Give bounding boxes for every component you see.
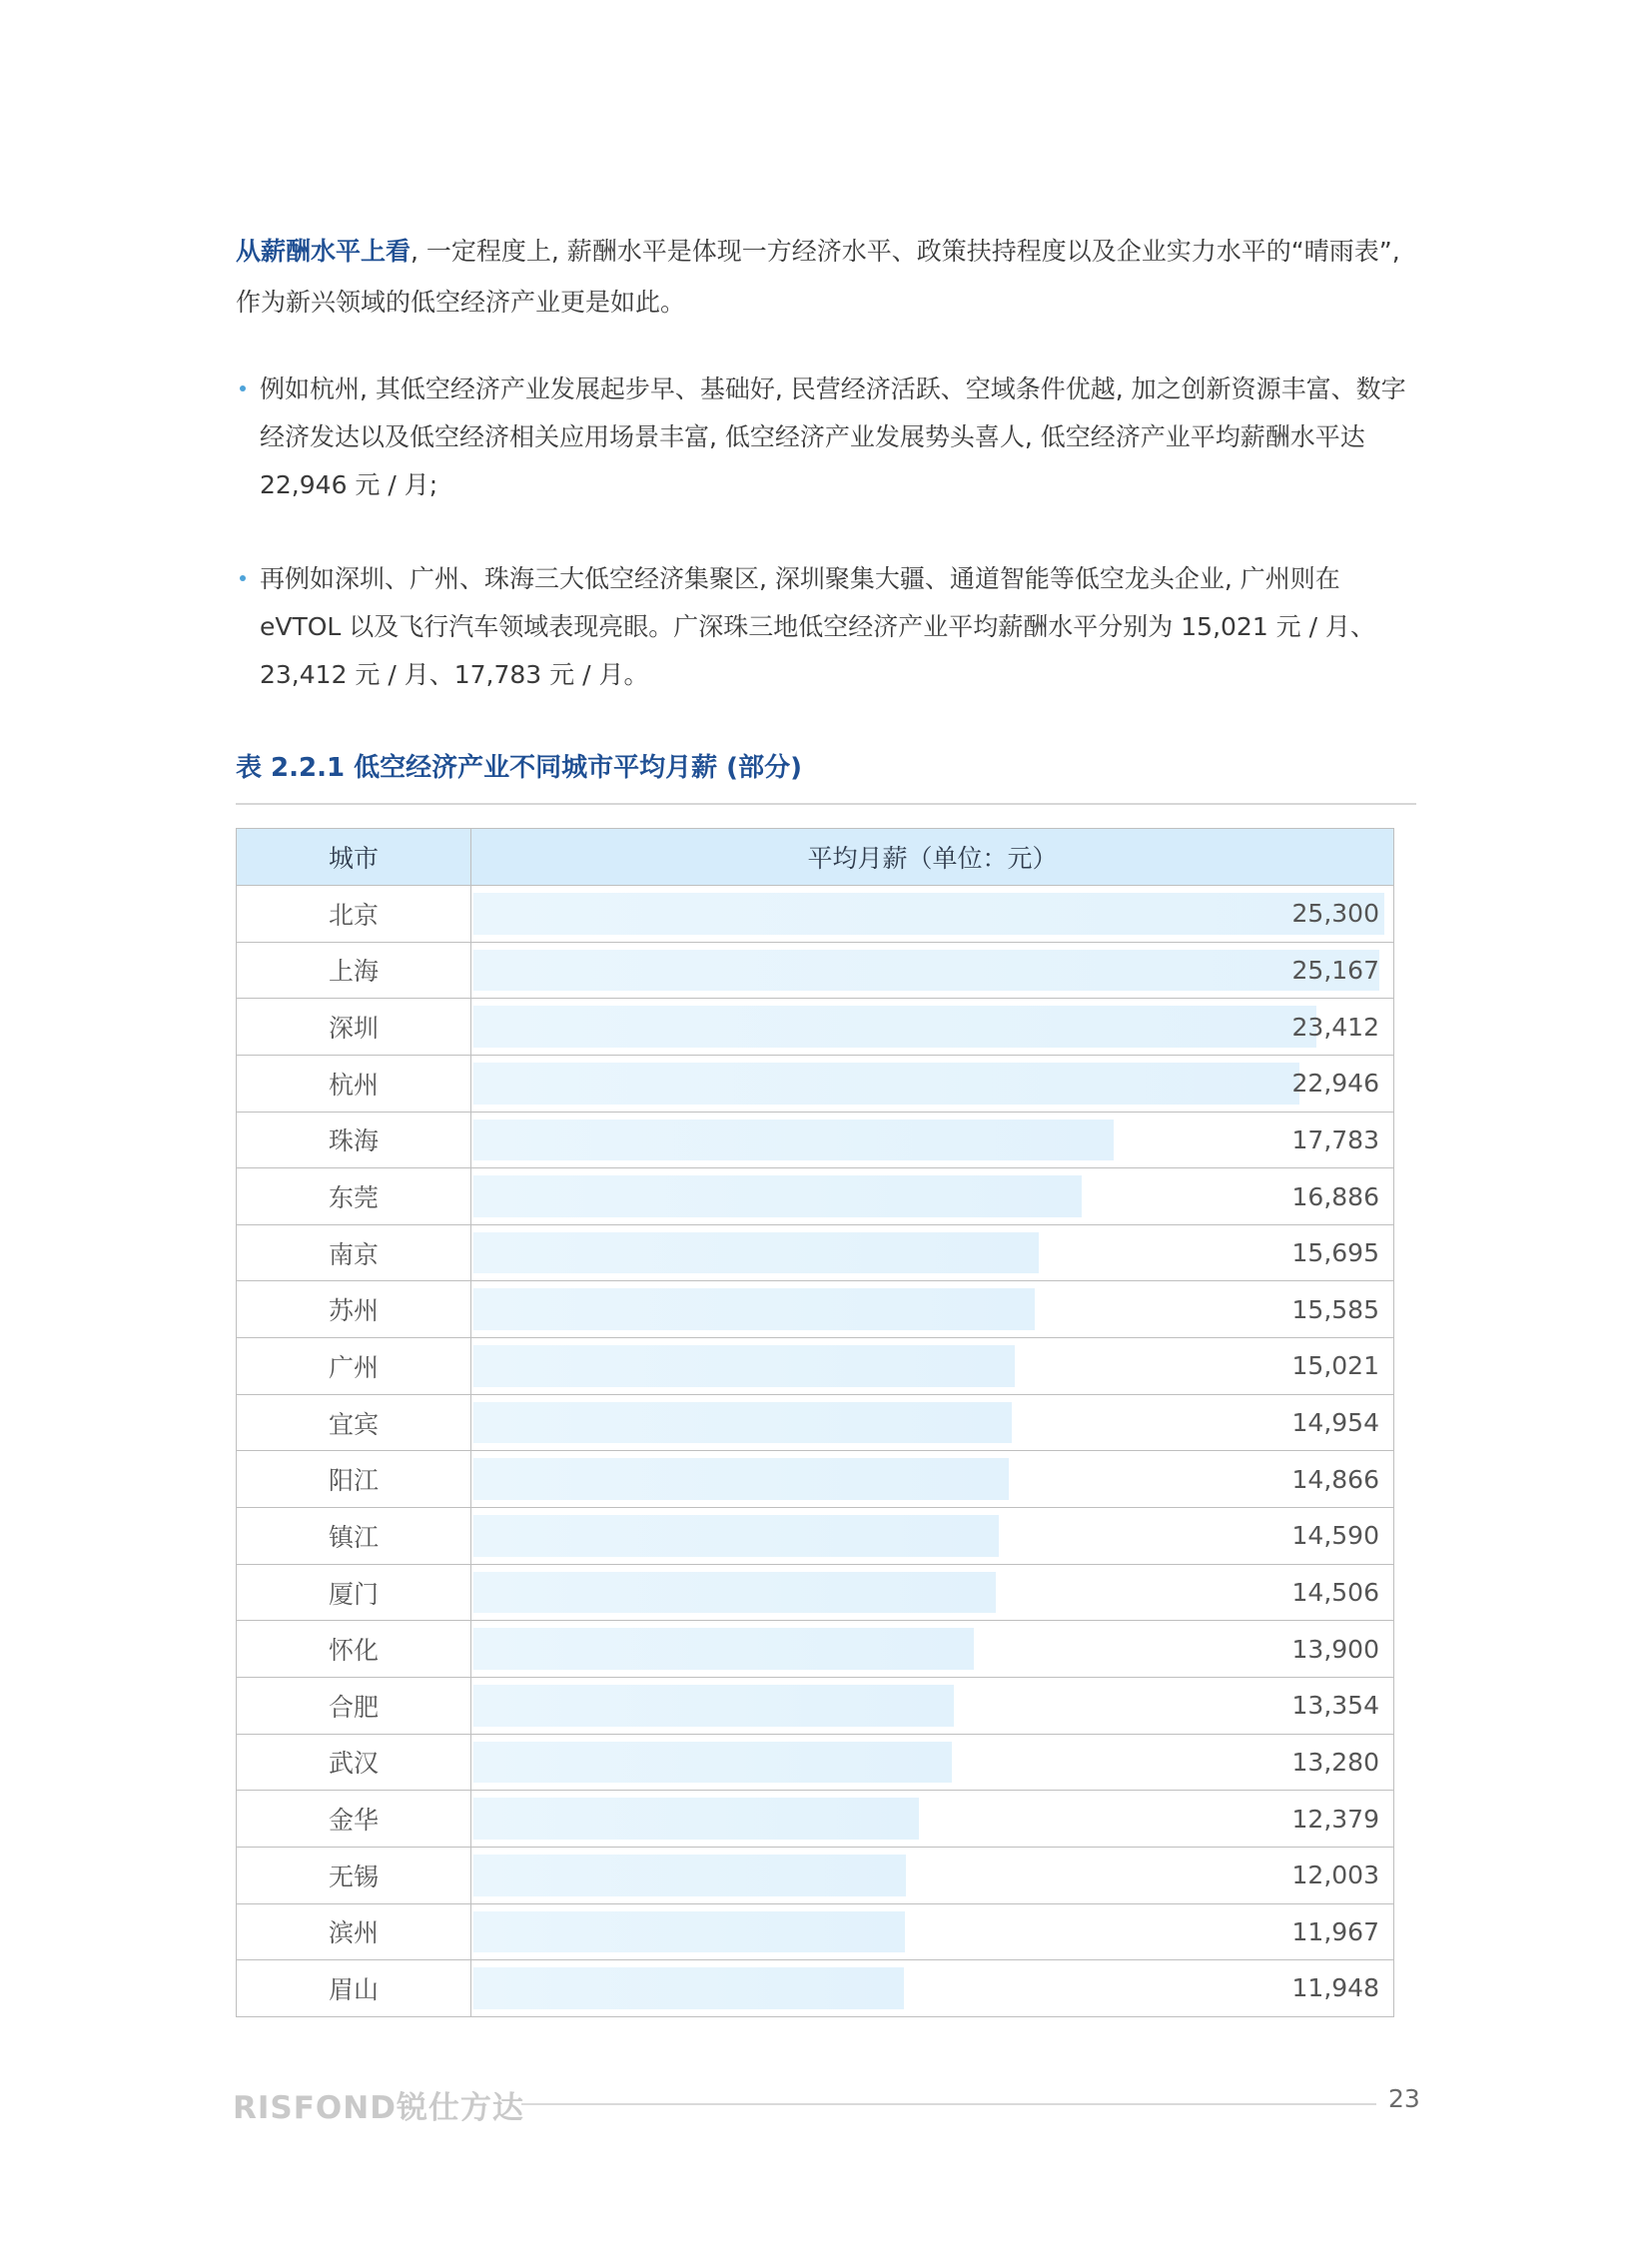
salary-bar (473, 1063, 1299, 1105)
city-cell: 南京 (237, 1225, 471, 1281)
page-number: 23 (1388, 2084, 1420, 2113)
table-row (237, 942, 1393, 999)
table-row (237, 1507, 1393, 1564)
salary-cell (471, 1678, 1393, 1734)
salary-cell (471, 1395, 1393, 1451)
salary-cell (471, 1904, 1393, 1960)
salary-cell (471, 1508, 1393, 1564)
salary-value: 25,300 (1291, 899, 1379, 929)
salary-cell (471, 1621, 1393, 1677)
salary-bar (473, 1288, 1035, 1330)
salary-cell (471, 1168, 1393, 1224)
salary-cell (471, 1565, 1393, 1621)
salary-cell (471, 1791, 1393, 1847)
bullet-text: 例如杭州, 其低空经济产业发展起步早、基础好, 民营经济活跃、空域条件优越, 加之创新资源丰富、数字经济发达以及低空经济相关应用场景丰富, 低空经济产业发展势头喜人, 低空经济产业平均薪酬水平达 22,946 元 / 月; (260, 374, 1406, 499)
salary-cell (471, 1735, 1393, 1791)
salary-cell (471, 1281, 1393, 1337)
salary-bar (473, 1798, 919, 1840)
salary-cell (471, 943, 1393, 999)
salary-bar (473, 1855, 906, 1896)
table-row (237, 1112, 1393, 1168)
intro-paragraph (236, 226, 1414, 328)
salary-bar (473, 1967, 904, 2009)
header-city: 城市 (237, 829, 471, 885)
city-cell: 杭州 (237, 1056, 471, 1112)
title-divider (236, 803, 1416, 805)
salary-bar (473, 1572, 996, 1614)
salary-cell (471, 999, 1393, 1055)
table-row (237, 1734, 1393, 1791)
table-row (237, 1620, 1393, 1677)
salary-value: 14,866 (1291, 1464, 1379, 1494)
salary-cell (471, 1960, 1393, 2016)
city-cell: 眉山 (237, 1960, 471, 2016)
salary-bar (473, 1232, 1039, 1274)
salary-bar (473, 1175, 1082, 1217)
table-row (237, 1677, 1393, 1734)
table-row (237, 885, 1393, 942)
salary-bar (473, 1120, 1114, 1161)
footer-divider (521, 2103, 1376, 2105)
city-cell: 苏州 (237, 1281, 471, 1337)
salary-bar (473, 1628, 974, 1670)
city-cell: 厦门 (237, 1565, 471, 1621)
salary-value: 13,354 (1291, 1691, 1379, 1721)
salary-cell (471, 1451, 1393, 1507)
city-cell: 广州 (237, 1338, 471, 1394)
city-cell: 东莞 (237, 1168, 471, 1224)
salary-value: 14,954 (1291, 1408, 1379, 1438)
table-row (237, 1224, 1393, 1281)
salary-bar (473, 950, 1379, 992)
salary-value: 15,695 (1291, 1238, 1379, 1268)
city-cell: 无锡 (237, 1848, 471, 1903)
city-cell: 阳江 (237, 1451, 471, 1507)
salary-value: 17,783 (1291, 1124, 1379, 1154)
table-row (237, 1564, 1393, 1621)
salary-value: 15,585 (1291, 1294, 1379, 1324)
salary-table (236, 828, 1394, 2017)
salary-bar (473, 1458, 1009, 1500)
city-cell: 北京 (237, 886, 471, 942)
table-row (237, 1280, 1393, 1337)
table-row (237, 1394, 1393, 1451)
table-row (237, 1055, 1393, 1112)
salary-cell (471, 1056, 1393, 1112)
salary-value: 13,280 (1291, 1747, 1379, 1777)
table-row (237, 1167, 1393, 1224)
salary-bar (473, 893, 1384, 935)
salary-value: 12,379 (1291, 1804, 1379, 1834)
salary-cell (471, 1338, 1393, 1394)
salary-value: 25,167 (1291, 955, 1379, 985)
salary-value: 11,967 (1291, 1916, 1379, 1946)
salary-bar (473, 1515, 999, 1557)
city-cell: 武汉 (237, 1735, 471, 1791)
city-cell: 深圳 (237, 999, 471, 1055)
salary-value: 22,946 (1291, 1069, 1379, 1099)
city-cell: 镇江 (237, 1508, 471, 1564)
risfond-logo: RISFOND锐仕方达 (233, 2090, 524, 2126)
city-cell: 珠海 (237, 1113, 471, 1168)
salary-cell (471, 1225, 1393, 1281)
city-cell: 怀化 (237, 1621, 471, 1677)
bullet-dot-icon (240, 385, 246, 391)
bullet-hangzhou (236, 366, 1414, 509)
intro-text: , 一定程度上, 薪酬水平是体现一方经济水平、政策扶持程度以及企业实力水平的“晴雨表”, 作为新兴领域的低空经济产业更是如此。 (236, 237, 1400, 317)
salary-bar (473, 1345, 1015, 1387)
city-cell: 滨州 (237, 1904, 471, 1960)
salary-value: 23,412 (1291, 1012, 1379, 1042)
salary-bar (473, 1006, 1316, 1048)
salary-value: 14,506 (1291, 1578, 1379, 1607)
salary-bar (473, 1911, 905, 1953)
bullet-shenzhen-guangzhou-zhuhai (236, 555, 1414, 699)
city-cell: 上海 (237, 943, 471, 999)
intro-lead: 从薪酬水平上看 (236, 237, 412, 266)
salary-value: 14,590 (1291, 1521, 1379, 1551)
salary-cell (471, 1113, 1393, 1168)
salary-value: 11,948 (1291, 1973, 1379, 2003)
salary-bar (473, 1742, 952, 1784)
city-cell: 金华 (237, 1791, 471, 1847)
bullet-dot-icon (240, 575, 246, 581)
salary-value: 16,886 (1291, 1181, 1379, 1211)
salary-bar (473, 1402, 1012, 1444)
table-row (237, 1337, 1393, 1394)
salary-bar (473, 1685, 954, 1727)
header-salary: 平均月薪（单位：元） (807, 844, 1058, 873)
salary-cell (471, 886, 1393, 942)
salary-value: 12,003 (1291, 1861, 1379, 1890)
salary-cell (471, 1848, 1393, 1903)
city-cell: 合肥 (237, 1678, 471, 1734)
table-title: 表 2.2.1 低空经济产业不同城市平均月薪 (部分) (236, 753, 802, 783)
table-row (237, 998, 1393, 1055)
table-row (237, 1847, 1393, 1903)
bullet-text: 再例如深圳、广州、珠海三大低空经济集聚区, 深圳聚集大疆、通道智能等低空龙头企业, 广州则在 eVTOL 以及飞行汽车领域表现亮眼。广深珠三地低空经济产业平均薪酬水平分别为 15,021 元 / 月、23,412 元 / 月、17,783 元 / 月。 (260, 564, 1375, 689)
table-row (237, 1903, 1393, 1960)
salary-value: 15,021 (1291, 1351, 1379, 1381)
salary-value: 13,900 (1291, 1634, 1379, 1664)
table-header-row (237, 829, 1393, 885)
city-cell: 宜宾 (237, 1395, 471, 1451)
table-row (237, 1790, 1393, 1847)
table-row (237, 1450, 1393, 1507)
table-row (237, 1959, 1393, 2016)
